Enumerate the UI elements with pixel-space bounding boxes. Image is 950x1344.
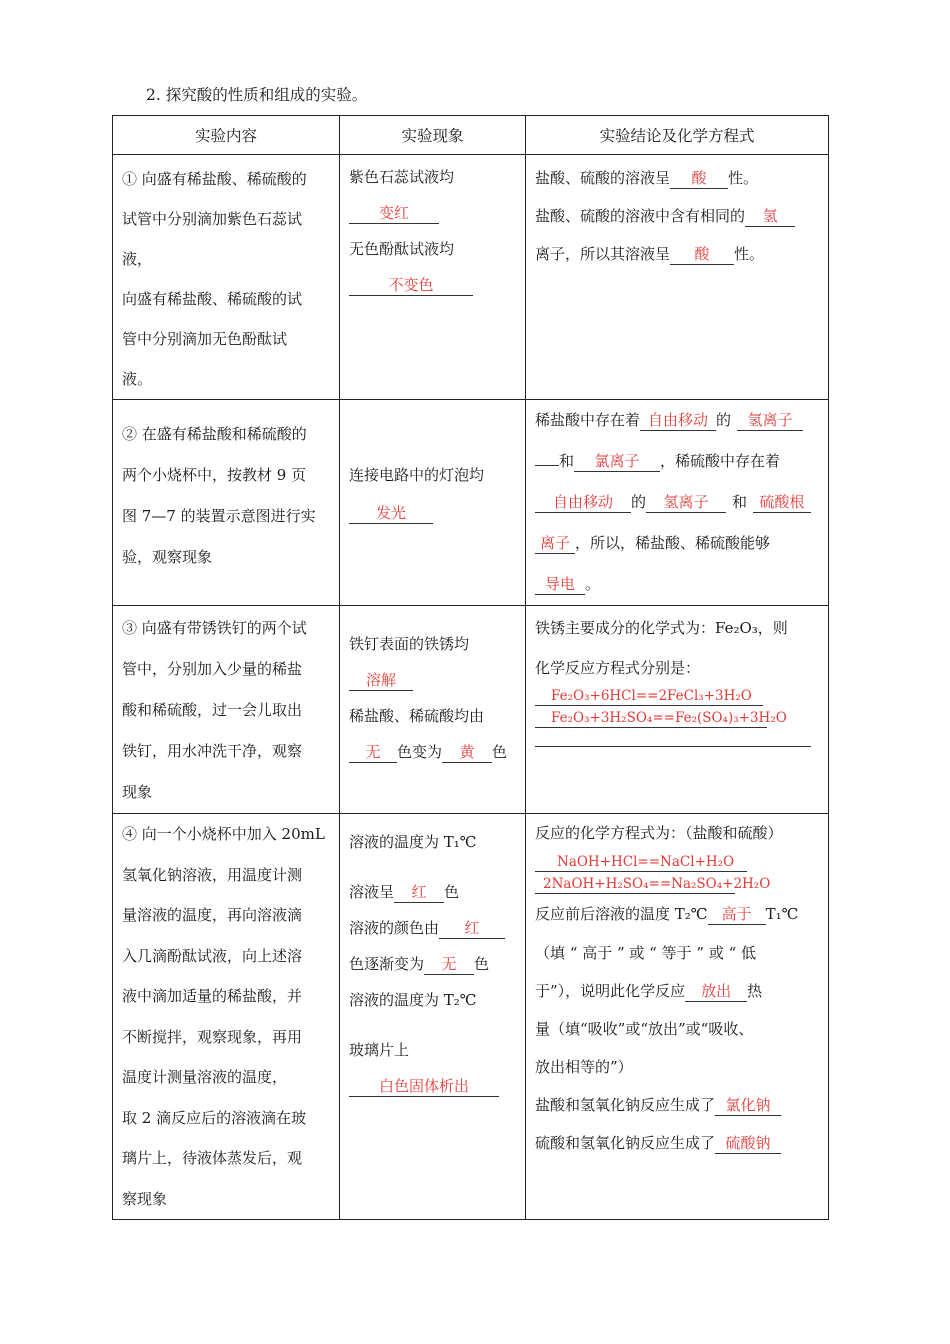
equation-answer: 2NaOH+H₂SO₄==Na₂SO₄+2H₂O [535,875,735,894]
equation-answer: Fe₂O₃+3H₂SO₄==Fe₂(SO₄)₃+3H₂O [535,709,767,728]
row2-conclusion-cell [526,400,829,606]
row2-conclusion-text: 稀盐酸中存在着 [535,411,641,429]
answer-blank: 放出 [685,981,747,1002]
row4-conclusion-cell [526,814,829,1220]
row4-conclusion-text: （填 “ 高于 ” 或 “ 等于 ” 或 “ 低 [535,944,757,962]
equation-answer: NaOH+HCl==NaCl+H₂O [535,853,747,872]
row4-content-line: 温度计测量溶液的温度， [122,1068,288,1086]
row1-conclusion-text: 盐酸、硫酸的溶液中含有相同的 [535,207,746,225]
row4-conclusion-text: 盐酸和氢氧化钠反应生成了 [535,1096,716,1114]
answer-blank: 自由移动 [535,492,631,513]
row4-conclusion-text: 热 [747,982,763,1000]
row3-content-line: 现象 [122,783,153,801]
answer-blank: 硫酸根 [753,492,811,513]
row4-glass-text: 玻璃片上 [349,1041,410,1059]
row3-color-text: 色变为 [397,743,443,761]
row4-content-line: 量溶液的温度，再向溶液滴 [122,906,303,924]
row2-conclusion-text: 的 [716,411,732,429]
row2-conclusion-text: 的 [631,493,647,511]
row1-content-line: 管中分别滴加无色酚酞试 [122,330,288,348]
row2-conclusion-text: 和 [559,452,575,470]
row2-content-cell [113,400,340,606]
answer-blank: 不变色 [349,275,473,296]
equation-answer: Fe₂O₃+6HCl==2FeCl₃+3H₂O [535,687,763,706]
column-header-conclusion: 实验结论及化学方程式 [526,116,829,155]
row3-rust-text: 铁钉表面的铁锈均 [349,635,470,653]
answer-blank: 红 [394,882,444,903]
row3-color-text: 色 [492,743,508,761]
row3-conclusion-cell [526,606,829,814]
row1-content-line: 向盛有稀盐酸、稀硫酸的试 [122,290,303,308]
row1-content-line: ① 向盛有稀盐酸、稀硫酸的 [122,170,307,188]
answer-blank [535,746,811,747]
column-header-phenomenon: 实验现象 [340,116,526,155]
row1-content-line: 液， [122,250,153,268]
row4-content-line: 氢氧化钠溶液，用温度计测 [122,865,303,884]
answer-blank: 高于 [708,904,766,925]
row3-content-line: ③ 向盛有带锈铁钉的两个试 [122,619,307,637]
row3-color-text: 稀盐酸、稀硫酸均由 [349,707,485,725]
row3-content-line: 铁钉，用水冲洗干净，观察 [122,742,303,760]
table-header-row [113,116,829,155]
row4-conclusion-text: 放出相等的”） [535,1058,633,1076]
experiment-table [112,115,829,1220]
answer-blank: 溶解 [349,670,413,691]
row4-phenomenon-text: 溶液的颜色由 [349,919,440,937]
row4-temp-text: 溶液的温度为 T₂℃ [349,991,477,1009]
row1-conclusion-text: 离子，所以其溶液呈 [535,245,671,263]
row4-content-line: 液中滴加适量的稀盐酸，并 [122,987,303,1005]
row1-phenol-text: 无色酚酞试液均 [349,240,455,258]
answer-blank: 无 [349,742,397,763]
row4-content-line: 入几滴酚酞试液，向上述溶 [122,946,303,965]
table-row [113,606,829,814]
row4-temp-text: 溶液的温度为 T₁℃ [349,833,477,851]
answer-blank [535,465,559,466]
row4-conclusion-text: T₁℃ [765,905,799,923]
row2-content-line: 验，观察现象 [122,548,213,566]
answer-blank: 氯化钠 [715,1095,781,1116]
row4-phenomenon-text: 色 [474,955,490,973]
row2-bulb-text: 连接电路中的灯泡均 [349,466,485,484]
row4-phenomenon-text: 色 [444,883,460,901]
section-heading: 2. 探究酸的性质和组成的实验。 [146,86,368,104]
answer-blank: 酸 [670,244,734,265]
answer-blank: 离子 [535,533,575,554]
row4-phenomenon-text: 溶液呈 [349,883,395,901]
row2-conclusion-text: 和 [732,493,748,511]
answer-blank: 白色固体析出 [349,1076,499,1097]
row1-phenomenon-cell [340,155,526,400]
table-row [113,814,829,1220]
answer-blank: 氢离子 [737,410,803,431]
answer-blank: 自由移动 [640,410,716,431]
answer-blank: 变红 [349,203,439,224]
row4-phenomenon-text: 色逐渐变为 [349,955,425,973]
answer-blank: 红 [439,918,505,939]
row1-content-line: 试管中分别滴加紫色石蕊试 [122,210,303,228]
row1-content-cell [113,155,340,400]
row3-content-cell [113,606,340,814]
row1-content-line: 液。 [122,370,153,388]
row2-content-line: ② 在盛有稀盐酸和稀硫酸的 [122,425,307,443]
row4-phenomenon-cell [340,814,526,1220]
answer-blank: 硫酸钠 [715,1133,781,1154]
row4-conclusion-text: 量（填“吸收”或“放出”或“吸收、 [535,1020,754,1038]
row1-conclusion-cell [526,155,829,400]
row1-litmus-text: 紫色石蕊试液均 [349,168,455,186]
answer-blank: 酸 [670,168,728,189]
answer-blank: 氯离子 [574,451,660,472]
table-row [113,400,829,606]
row4-conclusion-text: 于”），说明此化学反应 [535,982,686,1000]
row1-conclusion-text: 盐酸、硫酸的溶液呈 [535,169,671,187]
row2-conclusion-text: 。 [585,575,601,593]
answer-blank: 黄 [442,742,492,763]
row2-content-line: 两个小烧杯中，按教材 9 页 [122,466,307,484]
row4-content-cell [113,814,340,1220]
row2-phenomenon-cell [340,400,526,606]
row3-content-line: 酸和稀硫酸，过一会儿取出 [122,701,303,719]
table-row [113,155,829,400]
row4-conclusion-text: 反应的化学方程式为：（盐酸和硫酸） [535,824,783,842]
row3-conclusion-text: 铁锈主要成分的化学式为：Fe₂O₃，则 [535,619,788,637]
answer-blank: 无 [424,954,474,975]
row4-content-line: 取 2 滴反应后的溶液滴在玻 [122,1108,307,1127]
row3-content-line: 管中，分别加入少量的稀盐 [122,660,303,678]
row4-content-line: 不断搅拌，观察现象，再用 [122,1027,303,1046]
row2-conclusion-text: ，稀硫酸中存在着 [660,452,781,470]
row1-conclusion-text: 性。 [734,245,765,263]
answer-blank: 氢 [745,206,795,227]
answer-blank: 氢离子 [646,492,726,513]
row3-conclusion-text: 化学反应方程式分别是： [535,659,701,677]
row4-conclusion-text: 反应前后溶液的温度 T₂℃ [535,905,708,923]
column-header-content: 实验内容 [113,116,340,155]
row2-content-line: 图 7—7 的装置示意图进行实 [122,507,316,525]
answer-blank: 发光 [349,503,433,524]
row2-conclusion-text: ，所以，稀盐酸、稀硫酸能够 [575,534,771,552]
row3-phenomenon-cell [340,606,526,814]
row4-content-line: 察现象 [122,1189,168,1208]
row4-conclusion-text: 硫酸和氢氧化钠反应生成了 [535,1134,716,1152]
row4-content-line: 璃片上，待液体蒸发后，观 [122,1149,303,1167]
row1-conclusion-text: 性。 [728,169,759,187]
row4-content-line: ④ 向一个小烧杯中加入 20mL [122,825,325,843]
answer-blank: 导电 [535,574,585,595]
